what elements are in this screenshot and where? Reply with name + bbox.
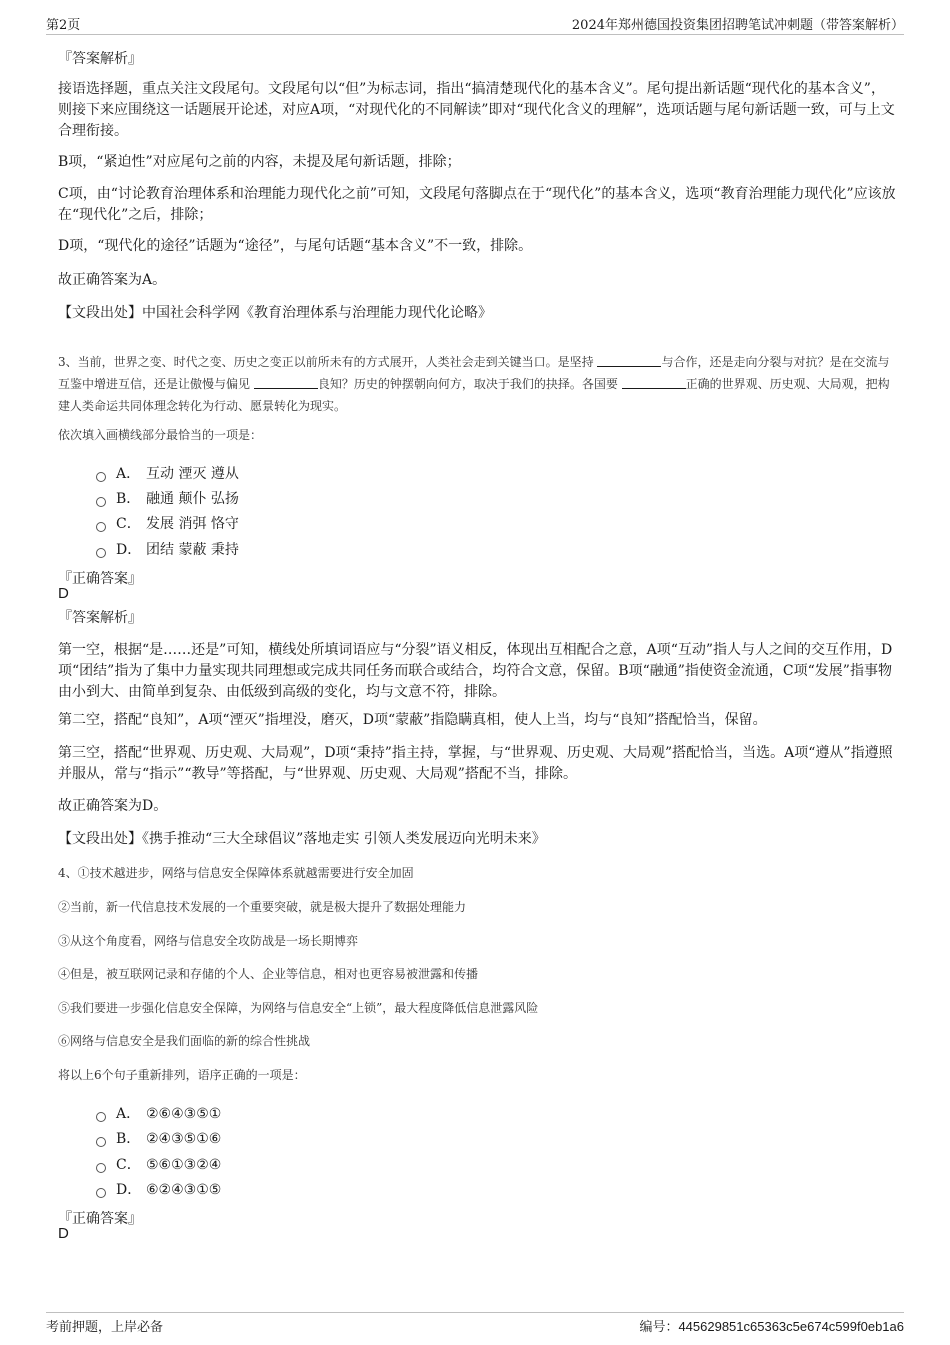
q2-conclusion: 故正确答案为A。 xyxy=(58,272,167,288)
q4-prompt: 将以上6个句子重新排列，语序正确的一项是： xyxy=(58,1068,306,1082)
q2-analysis-p3: C项，由“讨论教育治理体系和治理能力现代化之前”可知，文段尾句落脚点在于“现代化”的基本含义，选项“教育治理能力现代化”应该放在“现代化”之后，排除； xyxy=(58,186,896,223)
radio-icon[interactable] xyxy=(96,1163,106,1173)
blank-1 xyxy=(597,354,661,367)
q3-correct-answer: D xyxy=(58,585,69,602)
q3-analysis-heading: 『答案解析』 xyxy=(58,610,142,626)
radio-icon[interactable] xyxy=(96,1112,106,1122)
q4-sentence-4: ④但是，被互联网记录和存储的个人、企业等信息，相对也更容易被泄露和传播 xyxy=(58,967,479,981)
q4-correct-heading: 『正确答案』 xyxy=(58,1211,142,1227)
radio-icon[interactable] xyxy=(96,1188,106,1198)
q3-conclusion: 故正确答案为D。 xyxy=(58,798,168,814)
q4-option-d[interactable]: D． ⑥②④③①⑤ xyxy=(96,1179,221,1199)
q4-sentence-5: ⑤我们要进一步强化信息安全保障，为网络与信息安全“上锁”，最大程度降低信息泄露风险 xyxy=(58,1001,539,1015)
q3-analysis-p1: 第一空，根据“是……还是”可知，横线处所填词语应与“分裂”语义相反，体现出互相配合之意，A项“互动”指人与人之间的交互作用，D项“团结”指为了集中力量实现共同理想或完成共同任务而联合或结合，均符合文意，保留。B项“融通”指使资金流通，C项“发展”指事物由小到大、由简单到复杂、由低级到高级的变化，均与文意不符，排除。 xyxy=(58,642,893,700)
q3-analysis-p3: 第三空，搭配“世界观、历史观、大局观”，D项“秉持”指主持，掌握，与“世界观、历史观、大局观”搭配恰当，当选。A项“遵从”指遵照并服从，常与“指示”“教导”等搭配，与“世界观、历史观、大局观”搭配不当，排除。 xyxy=(58,745,893,782)
radio-icon[interactable] xyxy=(96,497,106,507)
q2-analysis-p2: B项，“紧迫性”对应尾句之前的内容，未提及尾句新话题，排除； xyxy=(58,154,461,170)
radio-icon[interactable] xyxy=(96,1137,106,1147)
footer-slogan: 考前押题，上岸必备 xyxy=(46,1320,164,1335)
page-footer xyxy=(46,1312,904,1335)
q4-sentence-1: 4、①技术越进步，网络与信息安全保障体系就越需要进行安全加固 xyxy=(58,866,414,880)
q2-analysis-p1: 接语选择题，重点关注文段尾句。文段尾句以“但”为标志词，指出“搞清楚现代化的基本含义”。尾句提出新话题“现代化的基本含义”，则接下来应围绕这一话题展开论述，对应A项，“对现代化的不同解读”即对“现代化含义的理解”，选项话题与尾句新话题一致，可与上文合理衔接。 xyxy=(58,81,895,139)
q4-option-c[interactable]: C． ⑤⑥①③②④ xyxy=(96,1154,221,1174)
document-code: 编号：445629851c65363c5e674c599f0eb1a6 xyxy=(639,1319,904,1334)
q4-option-a[interactable]: A． ②⑥④③⑤① xyxy=(96,1103,221,1123)
q4-sentence-6: ⑥网络与信息安全是我们面临的新的综合性挑战 xyxy=(58,1034,311,1048)
blank-2 xyxy=(254,376,318,389)
q4-sentence-3: ③从这个角度看，网络与信息安全攻防战是一场长期博弈 xyxy=(58,934,359,948)
q3-source: 【文段出处】《携手推动“三大全球倡议”落地走实 引领人类发展迈向光明未来》 xyxy=(58,831,546,847)
radio-icon[interactable] xyxy=(96,472,106,482)
q3-option-b[interactable]: B． 融通 颠仆 弘扬 xyxy=(96,488,239,508)
q3-correct-heading: 『正确答案』 xyxy=(58,571,142,587)
page-number: 第2页 xyxy=(46,18,81,33)
q3-analysis-p2: 第二空，搭配“良知”，A项“湮灭”指埋没，磨灭，D项“蒙蔽”指隐瞒真相，使人上当，均与“良知”搭配恰当，保留。 xyxy=(58,712,767,728)
q4-correct-answer: D xyxy=(58,1225,69,1242)
q3-prompt: 依次填入画横线部分最恰当的一项是： xyxy=(58,428,263,442)
q2-analysis-p4: D项，“现代化的途径”话题为“途径”，与尾句话题“基本含义”不一致，排除。 xyxy=(58,238,533,254)
blank-3 xyxy=(622,376,686,389)
q4-option-b[interactable]: B． ②④③⑤①⑥ xyxy=(96,1128,221,1148)
q3-option-d[interactable]: D． 团结 蒙蔽 秉持 xyxy=(96,539,239,559)
q3-option-a[interactable]: A． 互动 湮灭 遵从 xyxy=(96,463,239,483)
page-header xyxy=(46,12,904,35)
q3-stem: 3、当前，世界之变、时代之变、历史之变正以前所未有的方式展开，人类社会走到关键当口。是坚持 与合作，还是走向分裂与对抗？是在交流与互鉴中增进互信，还是让傲慢与偏见 良知？历史的钟摆朝向何方，取决于我们的抉择。各国要 正确的世界观、历史观、大局观，把构建人类命运共同体理念转化为行动、愿景转化为现实。 xyxy=(58,355,890,413)
q3-option-c[interactable]: C． 发展 消弭 恪守 xyxy=(96,513,239,533)
document-title: 2024年郑州德国投资集团招聘笔试冲刺题（带答案解析） xyxy=(571,18,904,33)
radio-icon[interactable] xyxy=(96,522,106,532)
q4-sentence-2: ②当前，新一代信息技术发展的一个重要突破，就是极大提升了数据处理能力 xyxy=(58,900,467,914)
q2-source: 【文段出处】中国社会科学网《教育治理体系与治理能力现代化论略》 xyxy=(58,305,492,321)
radio-icon[interactable] xyxy=(96,548,106,558)
q2-analysis-heading: 『答案解析』 xyxy=(58,51,142,67)
